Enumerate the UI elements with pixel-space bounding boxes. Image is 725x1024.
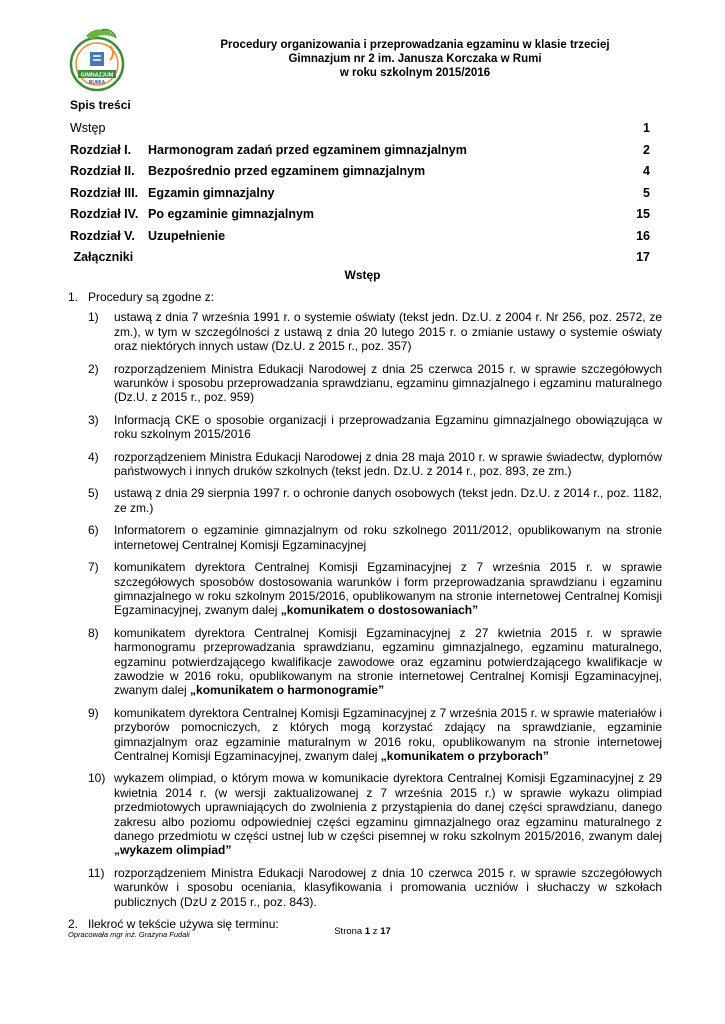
- point-text: Procedury są zgodne z:: [88, 290, 215, 304]
- numbered-point: [68, 290, 662, 909]
- list-item-text: rozporządzeniem Ministra Edukacji Narodowej z dnia 25 czerwca 2015 r. w sprawie szczegółowych warunków i sposobu przeprowadzania sprawdzianu, egzaminu gimnazjalnego i egzaminu maturalnego (Dz.U. z 2015 r., poz. 959): [114, 361, 662, 405]
- list-item-number: 4): [88, 449, 99, 464]
- toc-page-number: 1: [643, 121, 650, 135]
- toc-label: Rozdział V.: [70, 228, 135, 243]
- toc-title: Harmonogram zadań przed egzaminem gimnazjalnym: [148, 142, 467, 157]
- toc-title: Bezpośrednio przed egzaminem gimnazjalnym: [148, 164, 426, 178]
- toc-row[interactable]: [70, 183, 650, 205]
- list-item: [68, 523, 662, 552]
- list-item: [68, 866, 662, 909]
- toc-label: Załączniki: [70, 250, 134, 264]
- page-total: 17: [380, 926, 391, 937]
- list-item-number: 6): [88, 523, 99, 538]
- list-item-number: 3): [88, 412, 99, 427]
- list-item: [68, 362, 662, 405]
- section-title: Wstęp: [344, 268, 381, 282]
- logo-text-rumia: RUMIA: [88, 80, 106, 86]
- list-item-number: 11): [88, 865, 105, 880]
- toc-title: Uzupełnienie: [148, 228, 226, 243]
- list-item: [68, 626, 662, 698]
- list-item-text: Informatorem o egzaminie gimnazjalnym od roku szkolnego 2011/2012, opublikowanym na stronie internetowej Centralnej Komisji Egzaminacyjnej: [114, 523, 662, 552]
- header-title-line-2: Gimnazjum nr 2 im. Janusza Korczaka w Rumi: [288, 53, 542, 65]
- list-item-text: komunikatem dyrektora Centralnej Komisji Egzaminacyjnej z 27 kwietnia 2015 r. w sprawie harmonogramu przeprowadzania sprawdzianu, egzaminu gimnazjalnego, egzaminu maturalnego, egzaminu potwierdzającego kwalifikacje zawodowe oraz egzaminu potwierdzającego kwalifikacje w zawodzie w 2016 roku, opublikowanym na stronie internetowej Centralnej Komisji Egzaminacyjnej, zwanym dalej: [114, 625, 662, 698]
- page-current: 1: [364, 926, 371, 937]
- header-title-line-1: Procedury organizowania i przeprowadzania egzaminu w klasie trzeciej: [220, 39, 610, 51]
- list-item-text: ustawą z dnia 29 sierpnia 1997 r. o ochronie danych osobowych (tekst jedn. Dz.U. z 2014 r., poz. 1182, ze zm.): [114, 486, 662, 515]
- toc-title: Po egzaminie gimnazjalnym: [148, 207, 315, 221]
- toc-row[interactable]: [70, 140, 650, 162]
- document-body: [68, 290, 662, 937]
- toc-label: Rozdział II.: [70, 164, 135, 178]
- list-item: [68, 450, 662, 479]
- list-item-text: ustawą z dnia 7 września 1991 r. o systemie oświaty (tekst jedn. Dz.U. z 2004 r. Nr 256, poz. 2572, ze zm.), w tym w szczególności z ustawą z dnia 20 lutego 2015 r. o zmianie ustawy o systemie oświaty oraz niektórych innych ustaw (Dz.U. z 2015 r., poz. 357): [114, 310, 662, 354]
- toc-row[interactable]: [70, 247, 650, 269]
- page-separator: z: [372, 926, 378, 937]
- table-of-contents: [70, 118, 650, 269]
- toc-page-number: 17: [636, 250, 650, 264]
- toc-row[interactable]: [70, 226, 650, 248]
- list-item: [68, 560, 662, 618]
- list-item-text: rozporządzeniem Ministra Edukacji Narodowej z dnia 10 czerwca 2015 r. w sprawie szczegółowych warunków i sposobu oceniania, klasyfikowania i promowania uczniów i słuchaczy w szkołach publicznych (DzU z 2015 r., poz. 843).: [114, 865, 662, 909]
- footer-author: Opracowała mgr inż. Grażyna Fudali: [68, 930, 190, 939]
- point-text: Ilekroć w tekście używa się terminu:: [88, 917, 279, 932]
- list-item: [68, 771, 662, 857]
- list-item-text: komunikatem dyrektora Centralnej Komisji Egzaminacyjnej z 7 września 2015 r. w sprawie szczegółowych sposobów dostosowania warunków i form przeprowadzania sprawdzianu i egzaminu gimnazjalnego w roku szkolnym 2015/2016, opublikowanym na stronie internetowej Centralnej Komisji Egzaminacyjnej, zwanym dalej: [114, 560, 662, 618]
- sub-list: [68, 310, 662, 909]
- list-item-bold-term: „komunikatem o dostosowaniach”: [280, 603, 479, 618]
- list-item: [68, 706, 662, 764]
- toc-page-number: 16: [636, 228, 650, 243]
- list-item-text: wykazem olimpiad, o którym mowa w komunikacie dyrektora Centralnej Komisji Egzaminacyjnej z 29 kwietnia 2014 r. (w wersji zaktualizowanej z 7 września 2015 r.) w sprawie wykazu olimpiad przedmiotowych uprawniających do zwolnienia z przystąpienia do danej części sprawdzianu, danego zakresu albo poziomu odpowiedniej części egzaminu gimnazjalnego oraz egzaminu maturalnego z danego przedmiotu w części ustnej lub w części pisemnej w roku szkolnym 2015/2016, zwanym dalej: [114, 771, 662, 843]
- page-number: [0, 926, 725, 937]
- toc-row[interactable]: [70, 204, 650, 226]
- list-item: [68, 310, 662, 353]
- toc-label: Wstęp: [70, 121, 106, 135]
- point-number: 1.: [68, 290, 79, 304]
- list-item-number: 9): [88, 705, 99, 720]
- list-item: [68, 486, 662, 515]
- list-item-number: 2): [88, 361, 99, 376]
- list-item-text: Informacją CKE o sposobie organizacji i przeprowadzania Egzaminu gimnazjalnego obowiązująca w roku szkolnym 2015/2016: [114, 412, 662, 442]
- toc-heading: Spis treści: [70, 98, 131, 112]
- toc-label: Rozdział I.: [70, 142, 132, 157]
- list-item-number: 7): [88, 560, 99, 575]
- toc-row[interactable]: [70, 161, 650, 183]
- school-logo: [66, 26, 128, 96]
- document-header: [150, 38, 680, 80]
- list-item-number: 1): [88, 310, 99, 325]
- list-item-bold-term: „komunikatem o przyborach”: [380, 748, 549, 763]
- list-item-number: 8): [88, 625, 99, 640]
- list-item-bold-term: „wykazem olimpiad”: [114, 843, 232, 858]
- list-item-text: rozporządzeniem Ministra Edukacji Narodowej z dnia 28 maja 2010 r. w sprawie świadectw, dyplomów państwowych i innych druków szkolnych (tekst jedn. Dz.U. z 2014 r., poz. 893, ze zm.): [114, 449, 662, 479]
- toc-row[interactable]: [70, 118, 650, 140]
- header-title-line-3: w roku szkolnym 2015/2016: [339, 67, 491, 79]
- toc-title: Egzamin gimnazjalny: [148, 185, 275, 200]
- toc-page-number: 5: [643, 185, 650, 200]
- logo-text-gimnazjum: GIMNAZJUM: [80, 72, 114, 79]
- list-item-number: 5): [88, 486, 99, 501]
- list-item: [68, 413, 662, 442]
- list-item-text: komunikatem dyrektora Centralnej Komisji Egzaminacyjnej z 7 września 2015 r. w sprawie materiałów i przyborów pomocniczych, z których mogą korzystać zdający na sprawdzianie, egzaminie gimnazjalnym oraz egzaminie maturalnym w 2016 roku, opublikowanym na stronie internetowej Centralnej Komisji Egzaminacyjnej, zwanym dalej: [114, 705, 662, 763]
- toc-page-number: 15: [636, 207, 650, 221]
- list-item-bold-term: „komunikatem o harmonogramie”: [190, 683, 385, 698]
- toc-label: Rozdział III.: [70, 185, 139, 200]
- toc-page-number: 2: [643, 142, 650, 157]
- point-number: 2.: [68, 917, 79, 932]
- page-prefix: Strona: [334, 926, 363, 937]
- toc-page-number: 4: [643, 164, 650, 178]
- toc-label: Rozdział IV.: [70, 207, 139, 221]
- list-item-number: 10): [88, 771, 106, 786]
